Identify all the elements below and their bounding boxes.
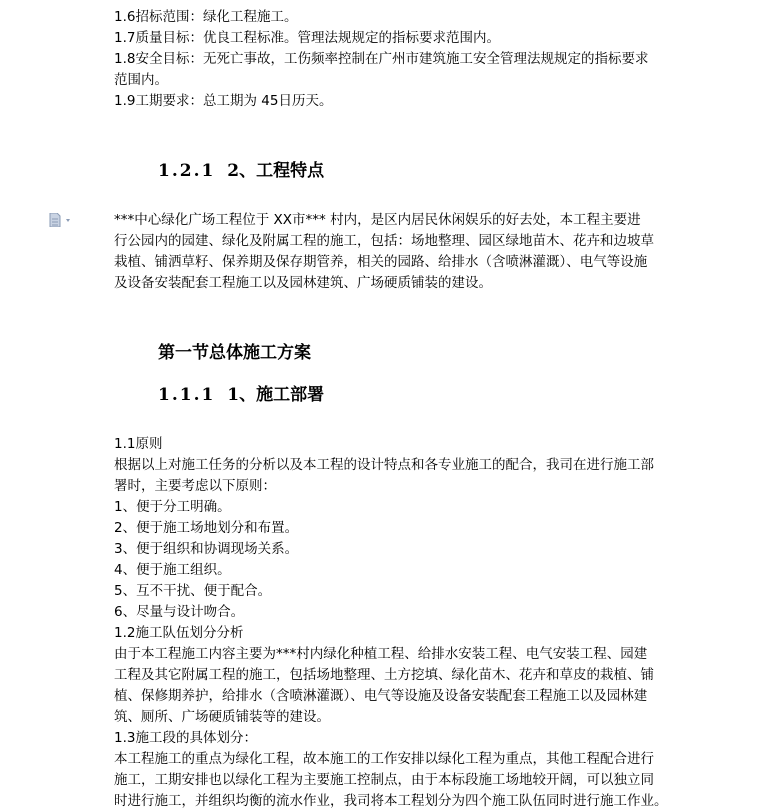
paragraph-line: 工程及其它附属工程的施工，包括场地整理、土方挖填、绿化苗木、花卉和草皮的栽植、铺	[114, 667, 654, 683]
section-title: 第一节总体施工方案	[158, 343, 311, 363]
chevron-down-icon	[66, 219, 70, 222]
paragraph-line: 行公园内的园建、绿化及附属工程的施工，包括：场地整理、园区绿地苗木、花卉和边坡草	[114, 233, 654, 249]
document-icon	[48, 213, 74, 227]
quality-line: 1.7质量目标：优良工程标准。管理法规规定的指标要求范围内。	[114, 30, 500, 46]
safety-line: 1.8安全目标：无死亡事故，工伤频率控制在广州市建筑施工安全管理法规规定的指标要求	[114, 51, 649, 67]
team-division-title: 1.2施工队伍划分分析	[114, 625, 244, 641]
scope-line: 1.6招标范围：绿化工程施工。	[114, 9, 298, 25]
paragraph-line: 本工程施工的重点为绿化工程，故本施工的工作安排以绿化工程为重点，其他工程配合进行	[114, 751, 654, 767]
paragraph-line: ***中心绿化广场工程位于 XX市*** 村内，是区内居民休闲娱乐的好去处，本工程主要进	[114, 212, 641, 228]
list-item: 2、便于施工场地划分和布置。	[114, 520, 299, 536]
paragraph-line: 由于本工程施工内容主要为***村内绿化种植工程、给排水安装工程、电气安装工程、园建	[114, 646, 648, 662]
heading-number: 1.2.1	[158, 161, 216, 181]
paragraph-line: 根据以上对施工任务的分析以及本工程的设计特点和各专业施工的配合，我司在进行施工部	[114, 457, 654, 473]
paragraph-line: 植、保修期养护，给排水（含喷淋灌溉）、电气等设施及设备安装配套工程施工以及园林建	[114, 688, 648, 704]
safety-line-cont: 范围内。	[114, 72, 168, 88]
principles-title: 1.1原则	[114, 436, 163, 452]
heading-project-features	[158, 159, 324, 183]
heading-number: 1.1.1	[158, 385, 216, 405]
heading-title: 2、工程特点	[227, 161, 325, 181]
list-item: 6、尽量与设计吻合。	[114, 604, 245, 620]
schedule-line: 1.9工期要求：总工期为 45日历天。	[114, 93, 333, 109]
heading-deployment	[158, 383, 324, 407]
paragraph-line: 筑、厕所、广场硬质铺装等的建设。	[114, 709, 330, 725]
document-margin-control[interactable]	[48, 212, 74, 226]
list-item: 4、便于施工组织。	[114, 562, 231, 578]
paragraph-line: 时进行施工，并组织均衡的流水作业，我司将本工程划分为四个施工队伍同时进行施工作业。	[114, 793, 668, 808]
list-item: 3、便于组织和协调现场关系。	[114, 541, 299, 557]
list-item: 5、互不干扰、便于配合。	[114, 583, 272, 599]
paragraph-line: 施工，工期安排也以绿化工程为主要施工控制点，由于本标段施工场地较开阔，可以独立同	[114, 772, 654, 788]
list-item: 1、便于分工明确。	[114, 499, 231, 515]
paragraph-line: 及设备安装配套工程施工以及园林建筑、广场硬质铺装的建设。	[114, 275, 492, 291]
features-paragraph	[114, 210, 674, 294]
paragraph-line: 栽植、铺洒草籽、保养期及保存期管养，相关的园路、给排水（含喷淋灌溉）、电气等设施	[114, 254, 648, 270]
paragraph-line: 署时，主要考虑以下原则：	[114, 478, 276, 494]
principles-block	[114, 434, 674, 808]
heading-title: 1、施工部署	[227, 385, 325, 405]
segment-division-title: 1.3施工段的具体划分：	[114, 730, 257, 746]
